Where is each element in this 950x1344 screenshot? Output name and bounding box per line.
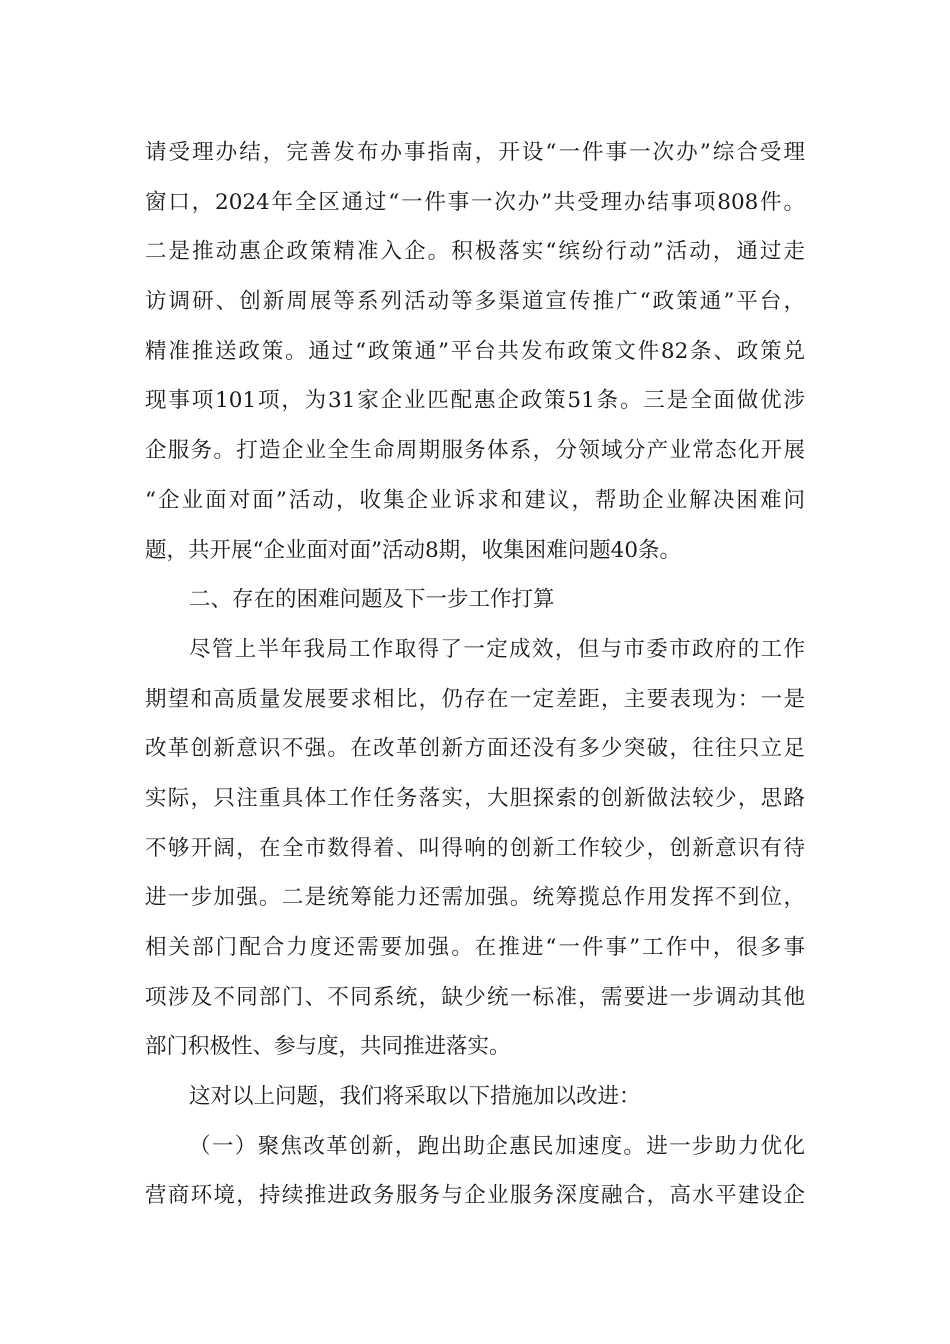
text-line: 请受理办结，完善发布办事指南，开设“一件事一次办”综合受理 [145,140,805,165]
text-line: 不够开阔，在全市数得着、叫得响的创新工作较少，创新意识有待 [145,835,805,861]
document-body [145,128,805,1221]
text-line: 期望和高质量发展要求相比，仍存在一定差距，主要表现为：一是 [145,686,805,712]
subsection-heading: （一）聚焦改革创新，跑出助企惠民加速度。进一步助力优化 [189,1133,805,1159]
paragraph-first-line: 这对以上问题，我们将采取以下措施加以改进： [189,1084,641,1110]
text-line: 精准推送政策。通过“政策通”平台共发布政策文件82条、政策兑 [145,338,805,364]
text-line: 相关部门配合力度还需要加强。在推进“一件事”工作中，很多事 [145,935,805,960]
text-line: 题，共开展“企业面对面”活动8期，收集困难问题40条。 [145,537,682,563]
text-line: 实际，只注重具体工作任务落实，大胆探索的创新做法较少，思路 [145,785,805,811]
text-line: 现事项101项，为31家企业匹配惠企政策51条。三是全面做优涉 [145,388,805,414]
text-line: 企服务。打造企业全生命周期服务体系，分领域分产业常态化开展 [145,438,805,464]
text-line: 访调研、创新周展等系列活动等多渠道宣传推广“政策通”平台， [145,289,805,315]
text-line: 改革创新意识不强。在改革创新方面还没有多少突破，往往只立足 [145,736,805,762]
text-line: 部门积极性、参与度，共同推进落实。 [145,1034,511,1060]
text-line: 二是推动惠企政策精准入企。积极落实“缤纷行动”活动，通过走 [145,239,805,265]
paragraph-first-line: 尽管上半年我局工作取得了一定成效，但与市委市政府的工作 [189,636,805,662]
section-heading: 二、存在的困难问题及下一步工作打算 [189,587,555,613]
text-line: “企业面对面”活动，收集企业诉求和建议，帮助企业解决困难问 [145,487,805,513]
text-line: 窗口，2024年全区通过“一件事一次办”共受理办结事项808件。 [145,189,805,215]
text-line: 项涉及不同部门、不同系统，缺少统一标准，需要进一步调动其他 [145,984,805,1010]
text-line: 营商环境，持续推进政务服务与企业服务深度融合，高水平建设企 [145,1183,805,1209]
text-line: 进一步加强。二是统筹能力还需加强。统筹揽总作用发挥不到位， [145,885,805,911]
